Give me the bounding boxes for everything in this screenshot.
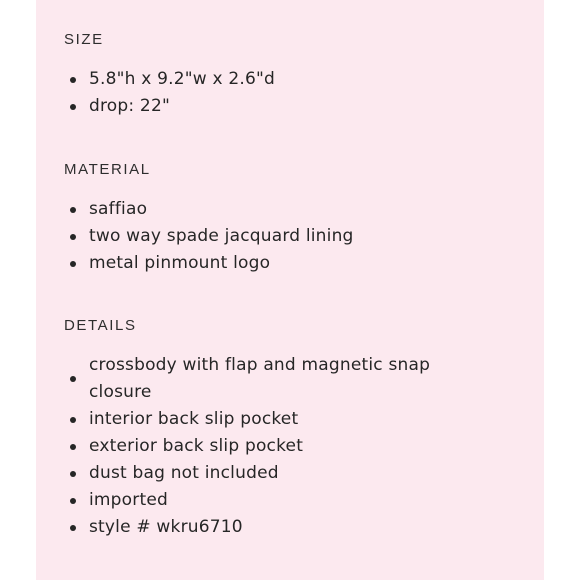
material-heading: MATERIAL (64, 161, 151, 178)
details-heading: DETAILS (64, 317, 137, 334)
list-item (64, 196, 534, 223)
size-drop: drop: 22" (89, 96, 170, 116)
bullet-icon (70, 444, 76, 450)
details-item: style # wkru6710 (89, 517, 243, 537)
bullet-icon (70, 104, 76, 110)
product-details-panel (36, 0, 544, 580)
material-item: saffiao (89, 199, 148, 219)
bullet-icon (70, 498, 76, 504)
details-item: interior back slip pocket (89, 409, 299, 429)
material-section (64, 160, 534, 277)
bullet-icon (70, 77, 76, 83)
size-dimensions: 5.8"h x 9.2"w x 2.6"d (89, 69, 275, 89)
bullet-icon (70, 471, 76, 477)
bullet-icon (70, 207, 76, 213)
list-item (64, 406, 444, 433)
material-item: two way spade jacquard lining (89, 226, 354, 246)
bullet-icon (70, 234, 76, 240)
bullet-icon (70, 261, 76, 267)
size-list (64, 66, 534, 120)
list-item (64, 93, 534, 120)
details-item: imported (89, 490, 168, 510)
size-heading: SIZE (64, 31, 104, 48)
bullet-icon (70, 376, 76, 382)
list-item (64, 352, 444, 406)
material-list (64, 196, 534, 277)
list-item (64, 250, 534, 277)
list-item (64, 460, 444, 487)
list-item (64, 66, 534, 93)
bullet-icon (70, 525, 76, 531)
material-item: metal pinmount logo (89, 253, 271, 273)
list-item (64, 223, 534, 250)
details-section (64, 316, 534, 541)
details-item: crossbody with flap and magnetic snap closure (89, 355, 431, 402)
size-section (64, 30, 534, 120)
details-item: dust bag not included (89, 463, 279, 483)
bullet-icon (70, 417, 76, 423)
details-item: exterior back slip pocket (89, 436, 304, 456)
details-list (64, 352, 444, 541)
list-item (64, 487, 444, 514)
list-item (64, 433, 444, 460)
list-item (64, 514, 444, 541)
